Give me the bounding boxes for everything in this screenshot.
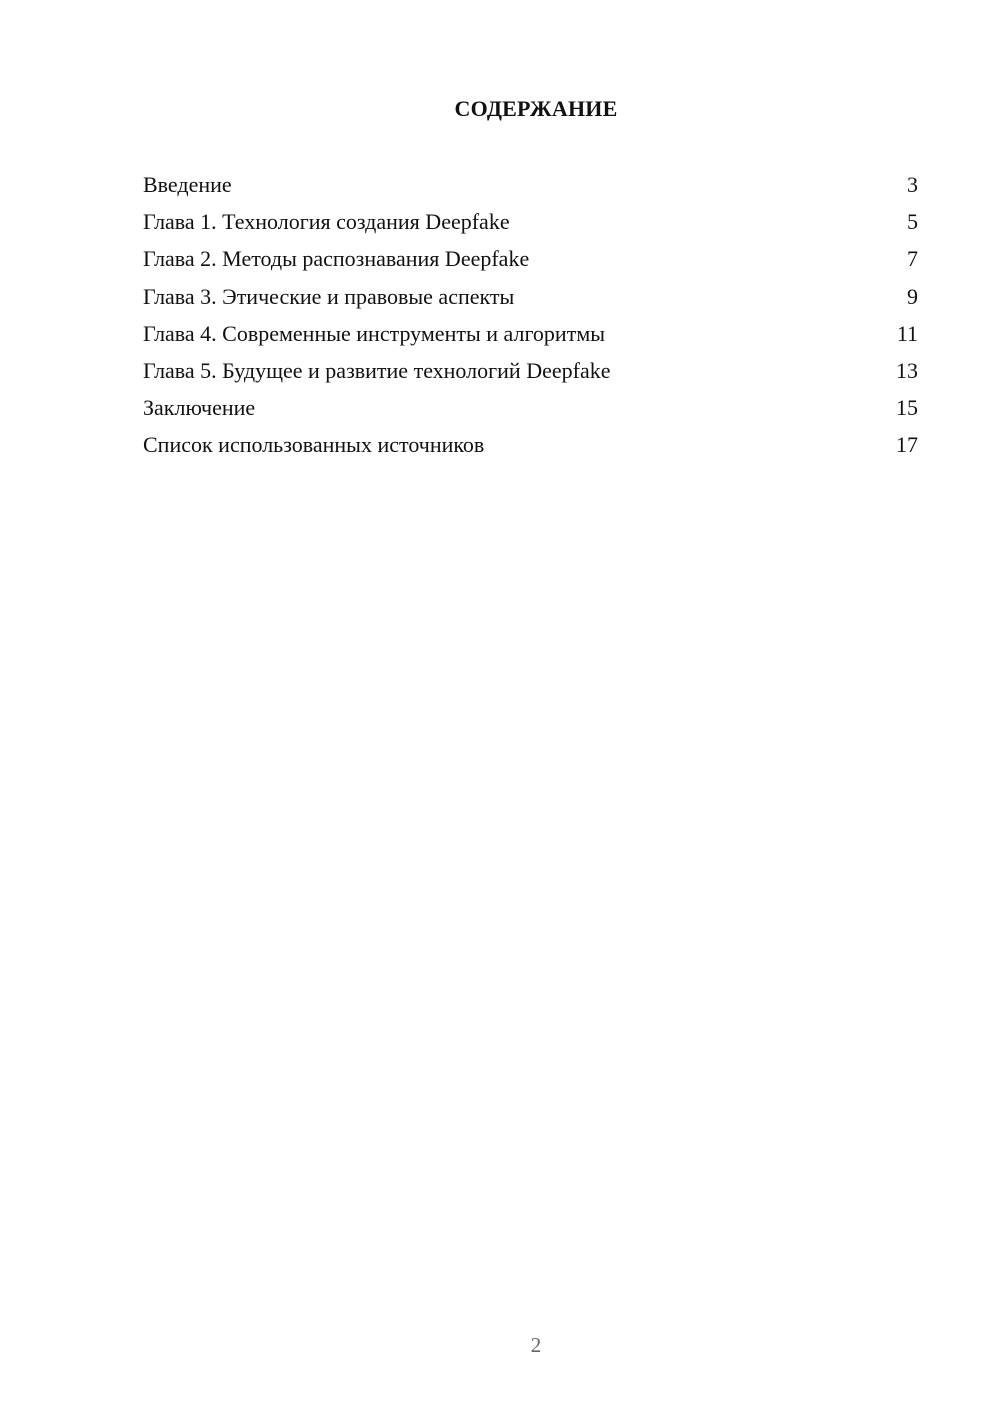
toc-entry-page: 3: [907, 172, 918, 197]
toc-entry-chapter-5: [143, 356, 918, 393]
toc-entry-label: Введение: [143, 172, 232, 197]
toc-entry-label: Глава 4. Современные инструменты и алгоритмы: [143, 320, 606, 346]
toc-entry-page: 5: [907, 209, 918, 235]
toc-entry-chapter-3: [143, 282, 918, 319]
toc-entry-label: Список использованных источников: [143, 432, 485, 458]
toc-entry-label: Заключение: [143, 395, 256, 421]
toc-entry-references: [143, 430, 918, 467]
toc-entry-label: Глава 2. Методы распознавания Deepfake: [143, 246, 530, 272]
toc-entry-page: 17: [896, 432, 918, 458]
toc-heading: СОДЕРЖАНИЕ: [454, 96, 618, 121]
table-of-contents: [143, 170, 918, 468]
toc-entry-chapter-1: [143, 207, 918, 244]
toc-entry-page: 9: [907, 283, 918, 309]
toc-entry-label: Глава 5. Будущее и развитие технологий Deepfake: [143, 357, 611, 383]
toc-entry-page: 11: [896, 320, 918, 346]
toc-entry-conclusion: [143, 393, 918, 430]
toc-entry-chapter-4: [143, 319, 918, 356]
toc-entry-chapter-2: [143, 244, 918, 281]
toc-entry-page: 15: [896, 395, 918, 421]
page-number: 2: [530, 1333, 542, 1357]
toc-entry-label: Глава 3. Этические и правовые аспекты: [143, 283, 515, 309]
toc-entry-page: 7: [907, 246, 918, 272]
toc-entry-page: 13: [896, 357, 918, 383]
toc-entry-label: Глава 1. Технология создания Deepfake: [143, 209, 510, 235]
toc-entry-introduction: [143, 170, 918, 207]
